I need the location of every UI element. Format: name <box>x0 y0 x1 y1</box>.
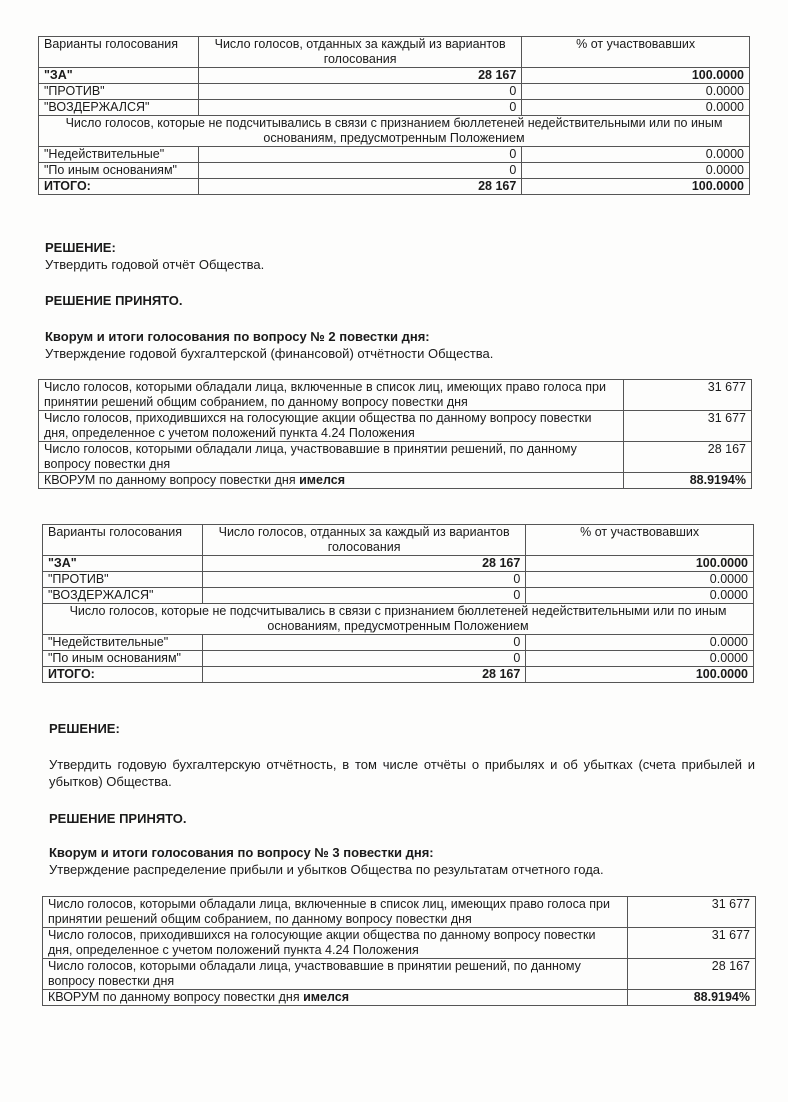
decision-text: Утвердить годовой отчёт Общества. <box>45 257 265 272</box>
section2-heading <box>45 328 745 362</box>
decision-accepted: РЕШЕНИЕ ПРИНЯТО. <box>49 811 187 826</box>
table-row: "ПРОТИВ" 0 0.0000 <box>43 572 754 588</box>
header-variants: Варианты голосования <box>43 525 203 556</box>
table-row: Число голосов, приходившихся на голосующие акции общества по данному вопросу повестки дня, определенное с учетом положений пункта 4.24 Положения 31 677 <box>39 411 752 442</box>
table-row: "ЗА" 28 167 100.0000 <box>39 68 750 84</box>
section3-heading <box>49 844 749 878</box>
table-row: "По иным основаниям" 0 0.0000 <box>43 651 754 667</box>
table-row: "ЗА" 28 167 100.0000 <box>43 556 754 572</box>
quorum-row: КВОРУМ по данному вопросу повестки дня имелся 88.9194% <box>43 990 756 1006</box>
table-header-row <box>43 525 754 556</box>
decision-label: РЕШЕНИЕ: <box>45 240 116 255</box>
quorum-table-3 <box>42 896 756 1006</box>
table-row: "ПРОТИВ" 0 0.0000 <box>39 84 750 100</box>
header-percent: % от участвовавших <box>526 525 754 556</box>
table-row: Число голосов, приходившихся на голосующие акции общества по данному вопросу повестки дня, определенное с учетом положений пункта 4.24 Положения 31 677 <box>43 928 756 959</box>
table-header-row <box>39 37 750 68</box>
table-row: "Недействительные" 0 0.0000 <box>43 635 754 651</box>
total-row: ИТОГО: 28 167 100.0000 <box>39 179 750 195</box>
table-row: Число голосов, которыми обладали лица, включенные в список лиц, имеющих право голоса при принятии решений общим собранием, по данному вопросу повестки дня 31 677 <box>39 380 752 411</box>
table-row: Число голосов, которыми обладали лица, участвовавшие в принятии решений, по данному вопросу повестки дня 28 167 <box>39 442 752 473</box>
section1-decision <box>45 239 745 273</box>
table-row: Число голосов, которыми обладали лица, участвовавшие в принятии решений, по данному вопросу повестки дня 28 167 <box>43 959 756 990</box>
section-title: Кворум и итоги голосования по вопросу № 3 повестки дня: <box>49 845 434 860</box>
quorum-table-2 <box>38 379 752 489</box>
decision-label: РЕШЕНИЕ: <box>49 721 120 736</box>
table-row: "ВОЗДЕРЖАЛСЯ" 0 0.0000 <box>39 100 750 116</box>
invalid-note-row: Число голосов, которые не подсчитывались в связи с признанием бюллетеней недействительными или по иным основаниям, предусмотренным Положением <box>39 116 750 147</box>
quorum-row: КВОРУМ по данному вопросу повестки дня имелся 88.9194% <box>39 473 752 489</box>
header-votes: Число голосов, отданных за каждый из вариантов голосования <box>202 525 525 556</box>
section-title: Кворум и итоги голосования по вопросу № 2 повестки дня: <box>45 329 430 344</box>
total-row: ИТОГО: 28 167 100.0000 <box>43 667 754 683</box>
section-subtitle: Утверждение распределение прибыли и убытков Общества по результатам отчетного года. <box>49 862 604 877</box>
invalid-note-row: Число голосов, которые не подсчитывались в связи с признанием бюллетеней недействительными или по иным основаниям, предусмотренным Положением <box>43 604 754 635</box>
table-row: Число голосов, которыми обладали лица, включенные в список лиц, имеющих право голоса при принятии решений общим собранием, по данному вопросу повестки дня 31 677 <box>43 897 756 928</box>
table-row: "По иным основаниям" 0 0.0000 <box>39 163 750 179</box>
section-subtitle: Утверждение годовой бухгалтерской (финансовой) отчётности Общества. <box>45 346 494 361</box>
table-row: "ВОЗДЕРЖАЛСЯ" 0 0.0000 <box>43 588 754 604</box>
header-percent: % от участвовавших <box>522 37 750 68</box>
decision-text: Утвердить годовую бухгалтерскую отчётность, в том числе отчёты о прибылях и об убытках (счета прибылей и убытков) Общества. <box>49 757 755 789</box>
table-row: "Недействительные" 0 0.0000 <box>39 147 750 163</box>
vote-table-2 <box>42 524 754 683</box>
decision-accepted: РЕШЕНИЕ ПРИНЯТО. <box>45 293 183 308</box>
header-votes: Число голосов, отданных за каждый из вариантов голосования <box>198 37 521 68</box>
vote-table-1 <box>38 36 750 195</box>
header-variants: Варианты голосования <box>39 37 199 68</box>
